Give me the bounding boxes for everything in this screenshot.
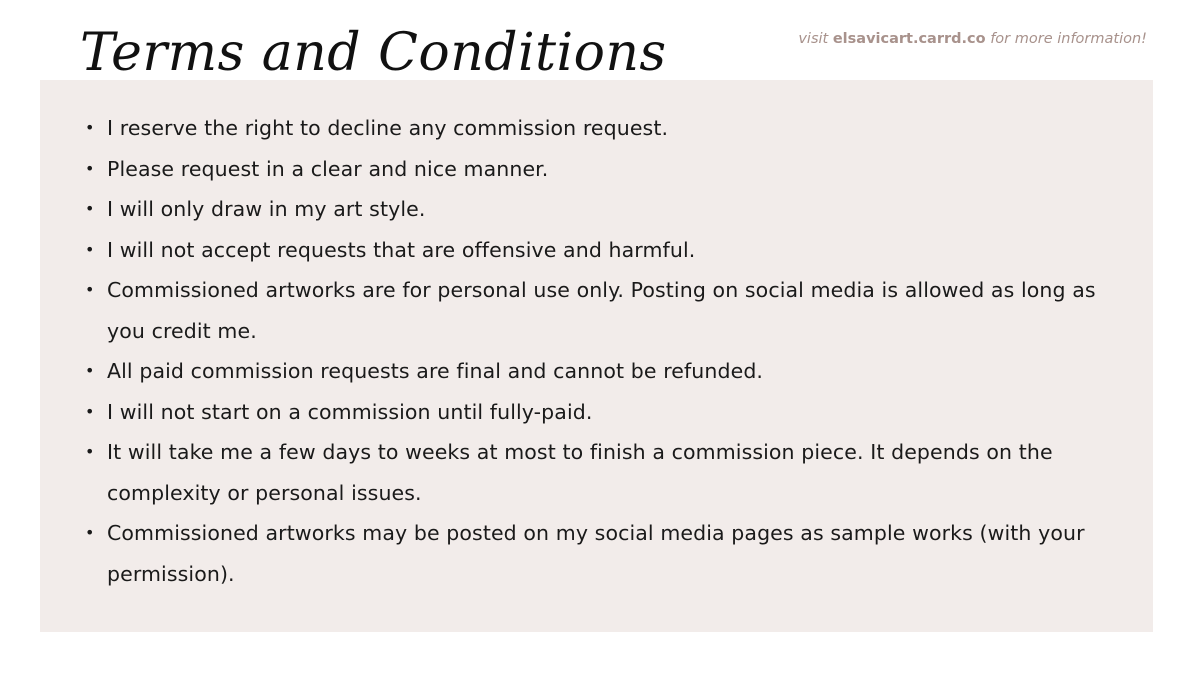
term-item — [85, 149, 1115, 190]
term-item — [85, 351, 1115, 392]
page-title: Terms and Conditions — [80, 23, 667, 83]
term-text: I will only draw in my art style. — [107, 197, 426, 221]
term-item — [85, 230, 1115, 271]
term-item — [85, 108, 1115, 149]
visit-suffix: for more information! — [990, 31, 1147, 47]
bullet-icon: • — [85, 523, 95, 542]
term-text: Commissioned artworks may be posted on my social media pages as sample works (with your permission). — [107, 521, 1085, 586]
term-item — [85, 432, 1115, 513]
bullet-icon: • — [85, 361, 95, 380]
bullet-icon: • — [85, 239, 95, 259]
bullet-icon: • — [85, 199, 95, 218]
term-text: It will take me a few days to weeks at most to finish a commission piece. It depends on the complexity or personal issues. — [107, 440, 1053, 505]
bullet-icon: • — [85, 280, 95, 299]
visit-prefix: visit — [798, 31, 829, 47]
term-item — [85, 513, 1115, 594]
bullet-icon: • — [85, 442, 95, 461]
term-item — [85, 270, 1115, 351]
term-text: Please request in a clear and nice manner. — [107, 156, 549, 181]
terms-list — [85, 108, 1115, 594]
term-text: I reserve the right to decline any commission request. — [107, 116, 669, 140]
bullet-icon: • — [85, 158, 95, 178]
terms-panel — [40, 80, 1153, 632]
term-text: Commissioned artworks are for personal use only. Posting on social media is allowed as long as you credit me. — [107, 278, 1096, 343]
bullet-icon: • — [85, 401, 95, 421]
term-item — [85, 189, 1115, 230]
term-text: I will not start on a commission until fully-paid. — [107, 399, 593, 424]
visit-note — [798, 31, 1147, 47]
website-link[interactable]: elsavicart.carrd.co — [832, 31, 986, 47]
term-item — [85, 392, 1115, 433]
bullet-icon: • — [85, 118, 95, 137]
term-text: All paid commission requests are final and cannot be refunded. — [107, 359, 764, 383]
term-text: I will not accept requests that are offensive and harmful. — [107, 237, 696, 262]
